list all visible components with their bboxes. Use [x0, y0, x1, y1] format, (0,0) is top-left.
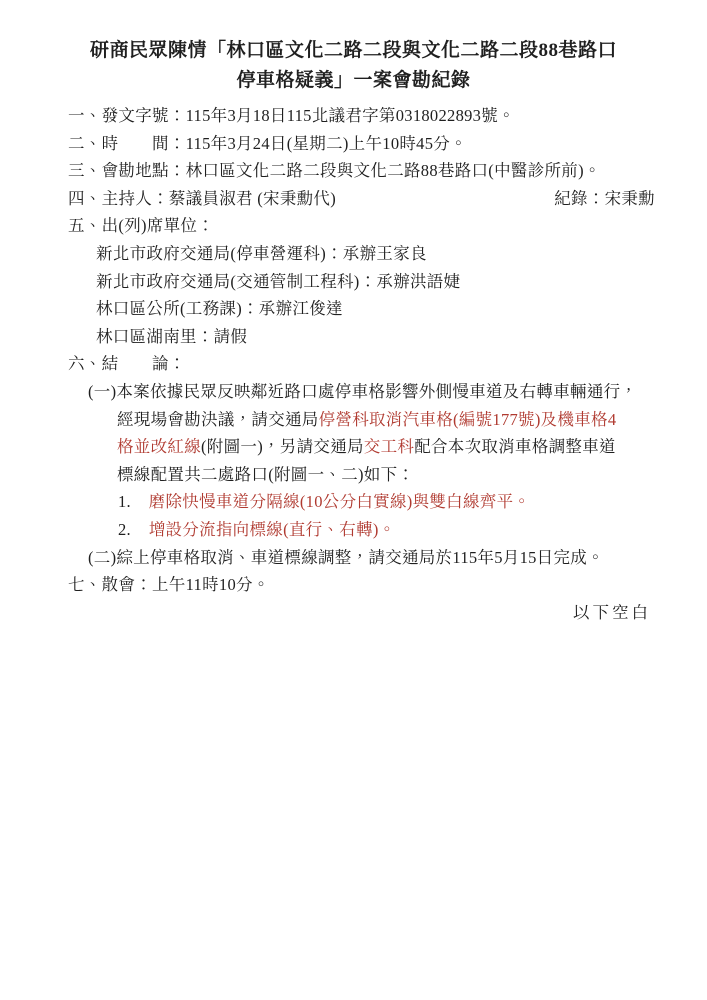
- attendee-row-parking: [68, 240, 655, 268]
- line-conclusion-header: [68, 350, 655, 378]
- line-attendees-header: [68, 212, 655, 240]
- text-segment: 二、時 間：115年3月24日(星期二)上午10時45分。: [68, 133, 467, 153]
- line-text: [117, 465, 414, 484]
- conclusion-sub-item-1: [68, 488, 655, 516]
- conclusion-1-line-3: [68, 433, 655, 461]
- line-text: [117, 437, 616, 456]
- attendee-row-traffic-eng: [68, 268, 655, 296]
- line-text: [68, 354, 186, 373]
- title-line-2: 停車格疑義」一案會勘紀錄: [236, 70, 471, 91]
- title-line-1: 研商民眾陳情「林口區文化二路二段與文化二路二段88巷路口: [89, 40, 617, 61]
- red-highlight-text: 格並改紅線: [117, 437, 201, 457]
- recorder-label: 紀錄：宋秉勳: [554, 188, 655, 208]
- line-issue-number: [68, 102, 655, 130]
- text-segment: 配合本次取消車格調整車道: [414, 437, 616, 457]
- line-text: [96, 299, 343, 318]
- text-segment: 新北市政府交通局(交通管制工程科)：承辦洪語婕: [96, 271, 461, 291]
- line-text: [118, 492, 530, 511]
- text-segment: (二)綜上停車格取消、車道標線調整，請交通局於115年5月15日完成。: [88, 547, 604, 567]
- line-text: [96, 244, 427, 263]
- conclusion-1-line-4: [68, 461, 655, 489]
- line-location: [68, 157, 655, 185]
- text-segment: 四、主持人：蔡議員淑君 (宋秉勳代): [68, 188, 337, 208]
- document-title: [0, 0, 707, 96]
- document-body: [68, 102, 655, 599]
- text-segment: (附圖一)，另請交通局: [201, 437, 364, 457]
- line-text: [88, 548, 604, 567]
- line-text: [68, 575, 270, 594]
- line-host: [68, 185, 655, 213]
- text-segment: 經現場會勘決議，請交通局: [117, 409, 319, 429]
- text-segment: 三、會勘地點：林口區文化二路二段與文化二路88巷路口(中醫診所前)。: [68, 161, 601, 181]
- conclusion-1-line-2: [68, 406, 655, 434]
- line-text: [68, 161, 601, 180]
- line-text: [96, 272, 460, 291]
- conclusion-1-line-1: [68, 378, 655, 406]
- conclusion-sub-item-2: [68, 516, 655, 544]
- text-segment: 一、發文字號：115年3月18日115北議君字第0318022893號。: [68, 106, 515, 125]
- line-text: [68, 106, 515, 125]
- red-highlight-text: 增設分流指向標線(直行、右轉)。: [148, 519, 396, 539]
- text-segment: (一)本案依據民眾反映鄰近路口處停車格影響外側慢車道及右轉車輛通行，: [88, 381, 638, 401]
- text-segment: 標線配置共二處路口(附圖一、二)如下：: [117, 464, 415, 484]
- line-text: [117, 410, 616, 429]
- red-highlight-text: 停營科取消汽車格(編號177號)及機車格4: [318, 409, 617, 429]
- red-highlight-text: 磨除快慢車道分隔線(10公分白實線)與雙白線齊平。: [148, 492, 531, 512]
- red-highlight-text: 交工科: [363, 437, 415, 457]
- line-text: [68, 134, 467, 153]
- text-segment: 1.: [118, 492, 149, 512]
- line-time: [68, 130, 655, 158]
- text-segment: 林口區公所(工務課)：承辦江俊達: [96, 299, 343, 319]
- attendee-row-district-office: [68, 295, 655, 323]
- closing-blank-note: 以下空白: [573, 602, 651, 622]
- text-segment: 林口區湖南里：請假: [96, 326, 248, 346]
- line-text: [96, 327, 247, 346]
- line-text: [88, 382, 637, 401]
- line-text: [118, 520, 395, 539]
- attendee-row-village: [68, 323, 655, 351]
- line-text: [68, 216, 214, 235]
- text-segment: 七、散會：上午11時10分。: [68, 575, 270, 595]
- text-segment: 2.: [118, 519, 149, 539]
- text-segment: 六、結 論：: [68, 354, 186, 374]
- text-segment: 新北市政府交通局(停車營運科)：承辦王家良: [96, 243, 427, 263]
- text-segment: 五、出(列)席單位：: [68, 216, 214, 236]
- line-text: [68, 185, 336, 213]
- conclusion-2-line: [68, 544, 655, 572]
- line-adjournment: [68, 571, 655, 599]
